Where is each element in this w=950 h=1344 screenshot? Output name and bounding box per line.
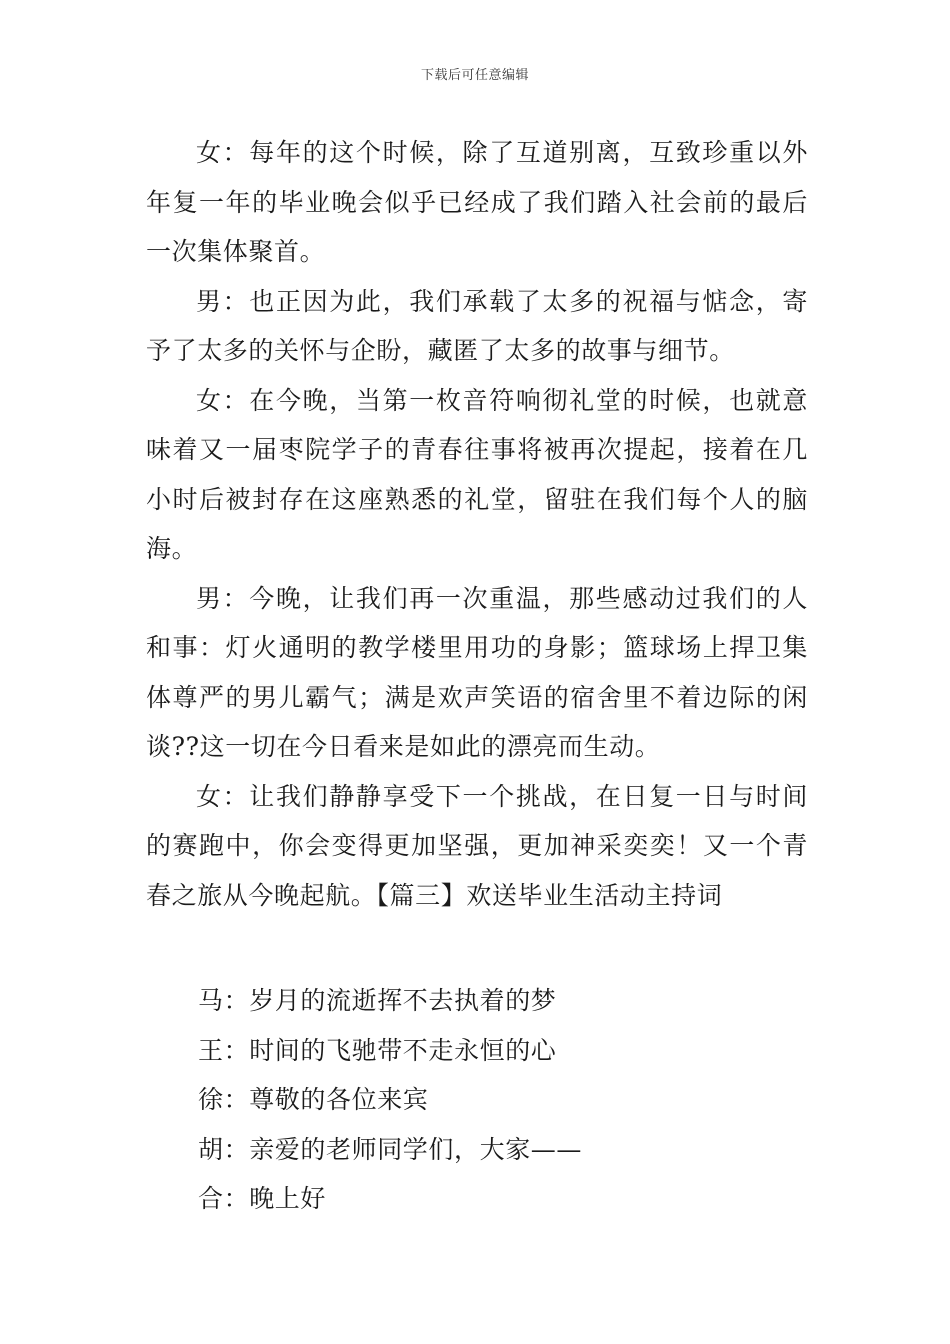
spacer: [146, 920, 808, 976]
dialogue-line: 合：晚上好: [198, 1184, 327, 1213]
dialogue-line: 王：时间的飞驰带不走永恒的心: [198, 1035, 557, 1065]
document-body: [146, 128, 808, 1224]
paragraph: 女：让我们静静享受下一个挑战，在日复一日与时间的赛跑中，你会变得更加坚强，更加神采奕奕！又一个青春之旅从今晚起航。【篇三】欢送毕业生活动主持词: [146, 781, 808, 910]
dialogue-line: 马：岁月的流逝挥不去执着的梦: [198, 986, 557, 1015]
paragraph: 女：每年的这个时候，除了互道别离，互致珍重以外年复一年的毕业晚会似乎已经成了我们踏入社会前的最后一次集体聚首。: [146, 138, 808, 266]
page-header: 下载后可任意编辑: [420, 68, 529, 83]
paragraph: 男：也正因为此，我们承载了太多的祝福与惦念，寄予了太多的关怀与企盼，藏匿了太多的故事与细节。: [146, 286, 808, 365]
dialogue-line: 胡：亲爱的老师同学们，大家——: [198, 1134, 583, 1164]
dialogue-line: 徐：尊敬的各位来宾: [198, 1085, 429, 1114]
paragraph: 男：今晚，让我们再一次重温，那些感动过我们的人和事：灯火通明的教学楼里用功的身影；篮球场上捍卫集体尊严的男儿霸气；满是欢声笑语的宿舍里不着边际的闲谈??这一切在今日看来是如此的漂亮而生动。: [146, 583, 808, 761]
paragraph: 女：在今晚，当第一枚音符响彻礼堂的时候，也就意味着又一届枣院学子的青春往事将被再次提起，接着在几小时后被封存在这座熟悉的礼堂，留驻在我们每个人的脑海。: [146, 385, 808, 563]
